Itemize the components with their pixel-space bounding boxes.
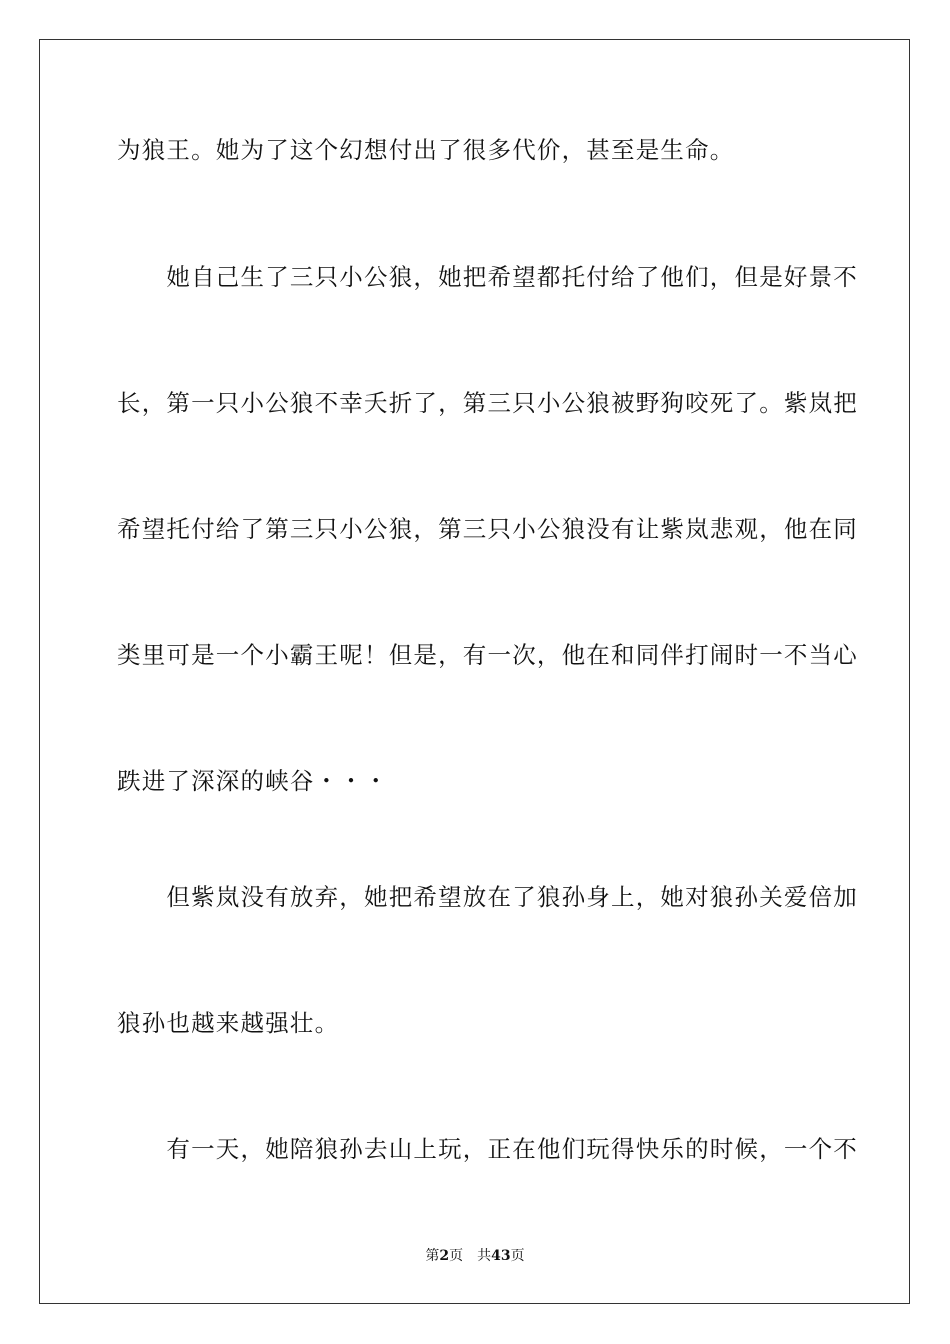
paragraph-line: 有一天，她陪狼孙去山上玩，正在他们玩得快乐的时候，一个不 [117,1135,858,1163]
total-prefix: 共 [477,1248,492,1264]
page-number: 2 [439,1248,450,1264]
paragraph-line: 狼孙也越来越强壮。 [117,1009,340,1037]
paragraph-line: 希望托付给了第三只小公狼，第三只小公狼没有让紫岚悲观，他在同 [117,515,858,543]
page-suffix: 页 [449,1248,464,1264]
total-suffix: 页 [510,1248,525,1264]
paragraph-line: 跌进了深深的峡谷・・・ [117,767,389,795]
paragraph-line: 长，第一只小公狼不幸夭折了，第三只小公狼被野狗咬死了。紫岚把 [117,389,858,417]
paragraph-line: 类里可是一个小霸王呢！但是，有一次，他在和同伴打闹时一不当心 [117,641,858,669]
paragraph-line: 但紫岚没有放弃，她把希望放在了狼孙身上，她对狼孙关爱倍加 [117,883,858,911]
paragraph-line: 为狼王。她为了这个幻想付出了很多代价，甚至是生命。 [117,136,735,164]
total-pages: 43 [491,1248,511,1264]
paragraph-line: 她自己生了三只小公狼，她把希望都托付给了他们，但是好景不 [117,263,858,291]
page-footer [0,1247,950,1265]
page-prefix: 第 [425,1248,440,1264]
page-border [39,39,910,1304]
